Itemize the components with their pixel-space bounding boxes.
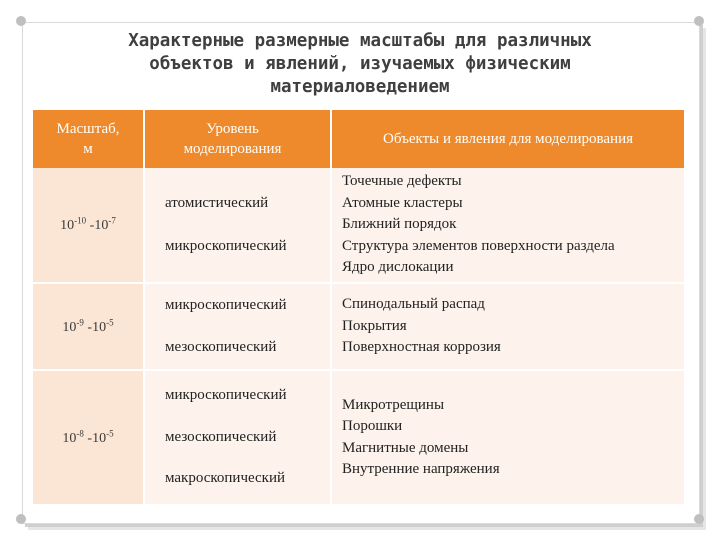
level-item: мезоскопический xyxy=(165,428,277,445)
object-item: Ближний порядок xyxy=(342,216,457,233)
header-objects: Объекты и явления для моделирования xyxy=(331,110,684,168)
object-item: Микротрещины xyxy=(342,396,445,413)
objects-cell xyxy=(331,370,684,504)
object-item: Поверхностная коррозия xyxy=(342,339,501,356)
scale-range: $10^{-8}$ $-10^{-5}$ xyxy=(62,428,114,446)
header-scale-line: Масштаб, xyxy=(56,121,120,137)
level-item: макроскопический xyxy=(165,470,286,487)
objects-cell xyxy=(331,283,684,370)
corner-dot xyxy=(16,514,26,524)
table-row xyxy=(33,283,684,370)
table-row xyxy=(33,168,684,283)
corner-dot xyxy=(16,16,26,26)
table-header-row xyxy=(33,110,684,168)
object-item: Атомные кластеры xyxy=(342,194,463,211)
object-item: Порошки xyxy=(342,418,403,434)
scale-cell xyxy=(33,370,144,504)
slide-title xyxy=(40,30,680,99)
scale-cell xyxy=(33,168,144,283)
level-cell xyxy=(144,283,331,370)
header-level-line: моделирования xyxy=(183,141,282,157)
header-scale-unit: м xyxy=(83,141,93,157)
title-line: материаловедением xyxy=(270,77,450,97)
scale-range: $10^{-9}$ $-10^{-5}$ xyxy=(62,317,114,335)
level-item: микроскопический xyxy=(165,238,287,254)
level-item: микроскопический xyxy=(165,387,287,404)
object-item: Спинодальный распад xyxy=(342,296,485,313)
object-item: Ядро дислокации xyxy=(342,259,454,276)
object-item: Точечные дефекты xyxy=(342,173,462,190)
objects-cell xyxy=(331,168,684,283)
object-item: Магнитные домены xyxy=(342,439,469,456)
header-scale xyxy=(33,110,144,168)
header-level xyxy=(144,110,331,168)
level-item: атомистический xyxy=(165,194,269,211)
level-cell xyxy=(144,370,331,504)
level-cell xyxy=(144,168,331,283)
title-line: объектов и явлений, изучаемых физическим xyxy=(149,54,571,74)
header-level-line: Уровень xyxy=(206,121,259,137)
scale-cell xyxy=(33,283,144,370)
level-item: микроскопический xyxy=(165,297,287,313)
object-item: Структура элементов поверхности раздела xyxy=(342,237,615,254)
title-line: Характерные размерные масштабы для различных xyxy=(128,31,592,51)
table-row xyxy=(33,370,684,504)
scale-range: $10^{-10}$ $-10^{-7}$ xyxy=(60,215,116,234)
corner-dot xyxy=(694,16,704,26)
corner-dot xyxy=(694,514,704,524)
scales-table xyxy=(33,110,684,504)
level-item: мезоскопический xyxy=(165,338,277,355)
object-item: Покрытия xyxy=(342,317,407,334)
object-item: Внутренние напряжения xyxy=(342,461,500,477)
